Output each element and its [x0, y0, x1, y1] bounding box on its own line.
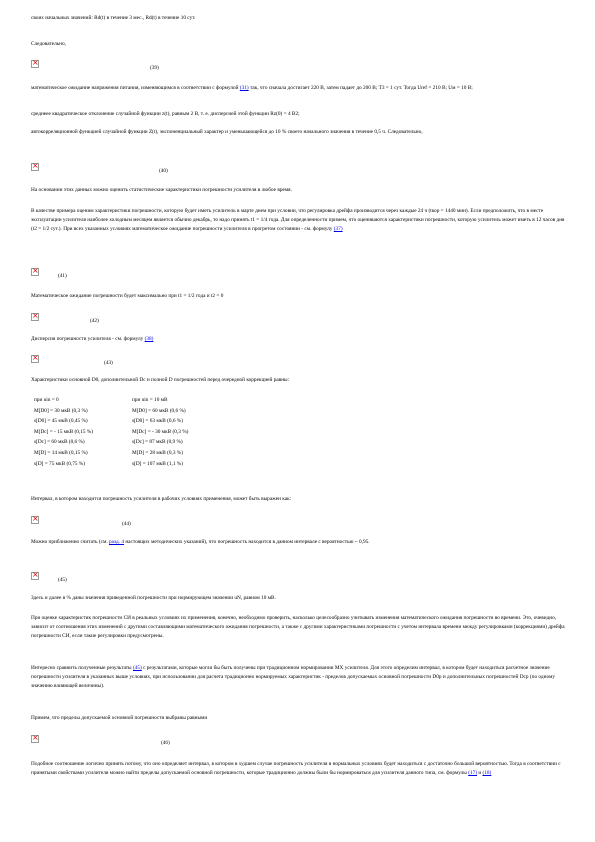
table-cell: при uin = 10 мВ: [132, 397, 168, 403]
equation-number-40: (40): [159, 168, 168, 174]
paragraph-voltage: [31, 84, 566, 93]
table-cell: M[D0] = 60 мкВ (0,6 %): [132, 407, 186, 414]
paragraph-probability: [31, 538, 566, 547]
broken-image-icon: [31, 268, 39, 276]
broken-image-icon: [31, 572, 39, 580]
table-row: [34, 439, 188, 450]
table-row: [34, 450, 188, 461]
text-span: и: [477, 770, 483, 776]
table-cell: M[Dc] = - 15 мкВ (0,15 %): [34, 428, 94, 435]
broken-image-icon: [31, 163, 39, 171]
equation-number-44: (44): [122, 521, 131, 527]
table-cell: s[D0] = 45 мкВ (0,45 %): [34, 418, 88, 425]
paragraph-evaluation: При оценке характеристик погрешности СИ в реальных условиях их применения, конечно, необходимо проверить, насколько целесообразно учитывать изменения математического ожидания погрешности во времени. Это, очевидно, зависит от соотношения этих изменений с другими составляющими математического ожидания погрешности, а также с другими характеристиками погрешности с учетом интервала времени между регулировками (коррекциями) дрейфа погрешности СИ, если такие регулировки предусмотрены.: [31, 615, 565, 639]
text-span: Можно приближенно считать (см.: [31, 539, 110, 545]
table-cell: M[D] = 28 мкВ (0,3 %): [132, 449, 183, 456]
table-cell: M[Dc] = - 30 мкВ (0,3 %): [132, 428, 189, 435]
text-span: В качестве примера оценим характеристики погрешности, которую будет иметь усилитель в марте днем при условии, что регулировка дрейфа производится через каждые 24 ч (tкор = 1440 мин). Если предположить, что в месте эксплуатации усилителя наиболее холодным месяцем является обычно декабрь, то надо принять t1 = 1/4 года. Для определенности примем, что оцениваются характеристики погрешности, которую усилитель может иметь в 12 часов дня (t2 = 1/2 сут.). При всех указанных условиях математическое ожидание погрешности усилителя в прогретом состоянии - см. формулу: [31, 208, 565, 232]
formula-link-37[interactable]: (37): [333, 226, 343, 232]
text-span: с результатами, которые могли бы быть получены при традиционном нормировании МХ усилителя. Для этого определим интервал, в котором будет находиться расчетное значение погрешности усилителя в указанных выше условиях, при использовании для расчета традиционно нормируемых характеристик - пределов допускаемых основной погрешности D0p и дополнительных погрешностей Dcp (по одному значению влияющей величины).: [31, 665, 555, 689]
table-cell: s[D] = 107 мкВ (1,1 %): [132, 460, 183, 467]
text-span: Подобное соотношение логично принять потому, что оно определяет интервал, в котором в худшем случае погрешность усилителя в нормальных условиях будет находиться с достаточно большой вероятностью. Тогда в соответствии с принятыми свойствами усилителя можно найти пределы допускаемой основной погрешности, которые традиционно должны были бы нормироваться для усилителя данного типа, см. формулы: [31, 761, 561, 776]
table-row: [34, 408, 188, 419]
table-cell: s[D0] = 63 мкВ (0,6 %): [132, 418, 183, 425]
equation-number-39: (39): [150, 65, 159, 71]
table-row: [34, 418, 188, 429]
equation-number-41: (41): [58, 273, 67, 279]
paragraph-initial-values: своих начальных значений: Rd(t) в течение 3 мес., Rd(t) в течение 10 сут.: [31, 15, 196, 21]
table-cell: s[D] = 75 мкВ (0,75 %): [34, 460, 85, 467]
formula-link-31[interactable]: (31): [239, 85, 249, 91]
paragraph-max-expectation: Математическое ожидание погрешности будет максимально при t1 = 1/2 года и t2 = 0: [31, 293, 224, 299]
text-span: Дисперсия погрешности усилителя - см. формулу: [31, 336, 145, 342]
table-cell: M[D] = 14 мкВ (0,15 %): [34, 449, 88, 456]
formula-link-45[interactable]: (45): [132, 665, 142, 671]
paragraph-statistics: На основании этих данных можно оценить статистические характеристики погрешности усилителя в любое время.: [31, 187, 292, 193]
error-characteristics-table: [34, 397, 188, 471]
broken-image-icon: [31, 60, 39, 68]
paragraph-variance: [31, 335, 566, 344]
text-span: математическое ожидание напряжения питания, изменяющимся в соответствии с формулой: [31, 85, 240, 91]
equation-number-43: (43): [104, 360, 113, 366]
equation-number-42: (42): [90, 318, 99, 324]
paragraph-limits: Примем, что пределы допускаемой основной погрешности выбраны равными: [31, 715, 208, 721]
paragraph-comparison: [31, 664, 566, 691]
table-row: [34, 429, 188, 440]
broken-image-icon: [31, 516, 39, 524]
table-cell: s[Dc] = 60 мкВ (0,6 %): [34, 439, 85, 446]
formula-link-18[interactable]: (18): [482, 770, 492, 776]
paragraph-reduced-error: Здесь и далее в % даны значения приведенной погрешности при нормирующем значении uN, равном 10 мВ.: [31, 595, 276, 601]
equation-number-45: (45): [58, 577, 67, 583]
equation-number-46: (46): [161, 740, 170, 746]
paragraph-consequently: Следовательно,: [31, 41, 66, 47]
paragraph-autocorrelation: автокорреляционной функцией случайной функции Z(t), экспоненциальный характер и уменьшающейся до 10 % своего начального значения в течение 0,5 ч. Следовательно,: [31, 129, 423, 135]
broken-image-icon: [31, 735, 39, 743]
paragraph-characteristics: Характеристики основной D0, дополнительной Dc и полной D погрешностей перед очередной коррекцией равны:: [31, 377, 290, 383]
table-cell: M[D0] = 30 мкВ (0,3 %): [34, 407, 88, 414]
text-span: настоящих методических указаний), что погрешность находится в данном интервале с вероятностью ~ 0,95.: [124, 539, 370, 545]
section-link-4[interactable]: разд. 4: [109, 539, 125, 545]
broken-image-icon: [31, 355, 39, 363]
table-row: [34, 397, 188, 408]
text-span: Интересно сравнить полученные результаты: [31, 665, 133, 671]
broken-image-icon: [31, 313, 39, 321]
table-cell: при uin = 0: [34, 397, 59, 403]
table-row: [34, 461, 188, 472]
paragraph-interval: Интервал, в котором находится погрешность усилителя в рабочих условиях применения, может быть выражен как:: [31, 496, 292, 502]
table-cell: s[Dc] = 87 мкВ (0,9 %): [132, 439, 183, 446]
text-span: так, что сначала достигает 220 В, затем падает до 200 В; T3 = 1 сут. Тогда Uref = 210 В; Uм = 10 В;: [248, 85, 473, 91]
paragraph-std-deviation: среднеее квадратическое отклонение случайной функции z(t), равным 2 В, т. е. дисперсией этой функции Rz(0) = 4 В2;: [31, 111, 300, 117]
paragraph-ratio: [31, 760, 566, 778]
paragraph-example: [31, 207, 566, 234]
formula-link-38[interactable]: (38): [144, 336, 154, 342]
formula-link-17[interactable]: (17): [468, 770, 478, 776]
